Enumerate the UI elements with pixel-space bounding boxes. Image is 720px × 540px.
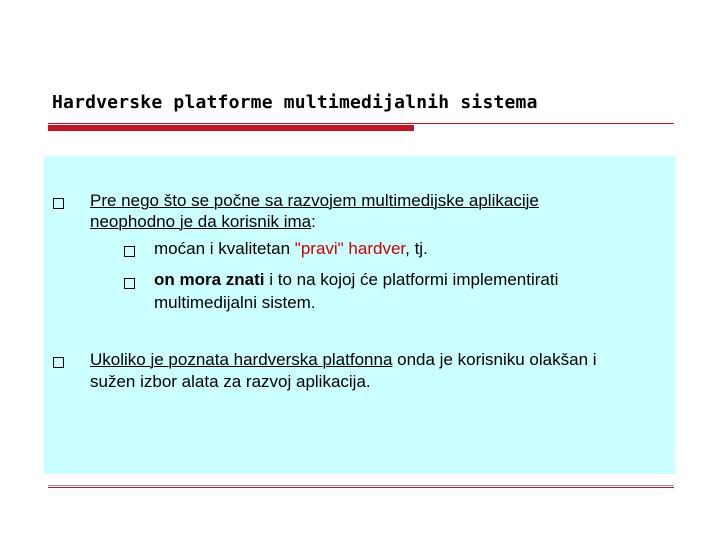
square-bullet-icon — [53, 357, 64, 368]
sub-bullet-2-line-1 — [154, 269, 558, 290]
bullet-2-text-cont: sužen izbor alata za razvoj aplikacija. — [90, 372, 371, 391]
square-bullet-icon — [53, 198, 64, 209]
sub-bullet-1-tail: , tj. — [405, 239, 428, 258]
title-underline-accent — [48, 125, 414, 131]
sub-bullet-2-line-2 — [154, 292, 316, 313]
bullet-1-line-1 — [90, 190, 539, 211]
footer-rule-red — [48, 487, 674, 488]
sub-bullet-1-text: moćan i kvalitetan — [154, 239, 295, 258]
square-bullet-icon — [124, 278, 135, 289]
sub-bullet-2-text: i to na kojoj će platformi implementirati — [264, 270, 559, 289]
bullet-2-text: Ukoliko je poznata hardverska platfonna — [90, 350, 393, 369]
slide-title: Hardverske platforme multimedijalnih sistema — [52, 92, 538, 113]
bullet-1-line-2 — [90, 211, 316, 232]
bullet-1-colon: : — [311, 212, 316, 231]
sub-bullet-2-text-cont: multimedijalni sistem. — [154, 293, 316, 312]
bullet-1-text-cont: neophodno je da korisnik ima — [90, 212, 312, 231]
square-bullet-icon — [124, 246, 135, 257]
footer-rule-gray — [48, 485, 674, 486]
bullet-1-text: Pre nego što se počne sa razvojem multimedijske aplikacije — [90, 191, 539, 210]
bullet-2-line-2 — [90, 371, 371, 392]
content-panel — [44, 156, 675, 474]
sub-bullet-1-highlight: "pravi" hardver — [294, 239, 406, 258]
title-underline-thin — [48, 123, 674, 124]
sub-bullet-2-bold: on mora znati — [154, 270, 265, 289]
sub-bullet-1 — [154, 238, 428, 259]
bullet-2-text-rest: onda je korisniku olakšan i — [392, 350, 597, 369]
bullet-2-line-1 — [90, 349, 597, 370]
